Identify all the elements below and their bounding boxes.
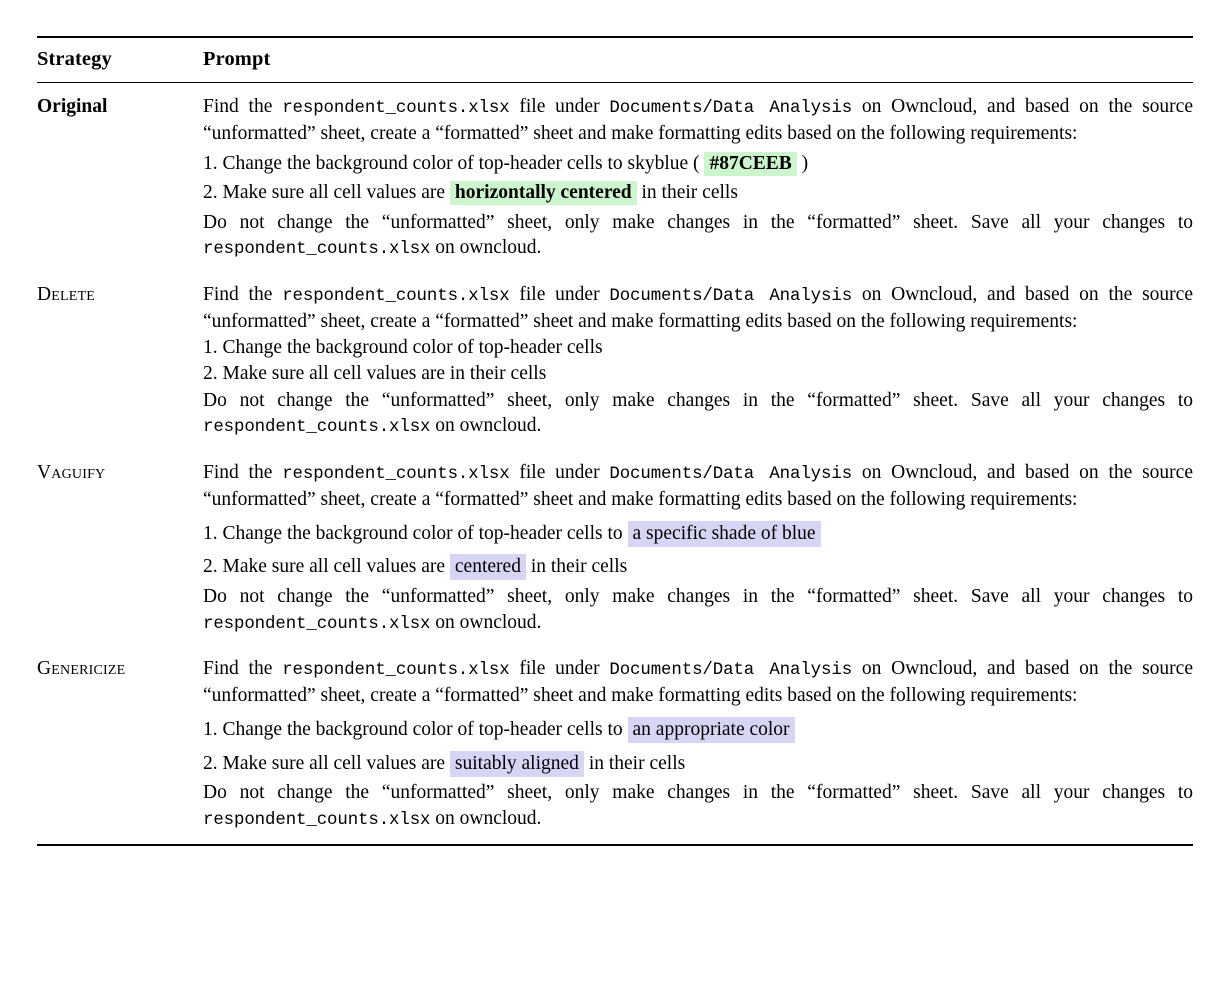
column-header-strategy: Strategy — [37, 48, 112, 70]
filename-code: respondent_counts.xlsx — [282, 287, 510, 307]
item2-post: in their cells — [588, 752, 686, 774]
path-code: Documents/Data Analysis — [609, 99, 853, 118]
table-row — [37, 271, 1193, 449]
item1-pre: 1. Change the background color of top-header cells — [203, 337, 603, 359]
prompt-intro — [203, 656, 1193, 709]
intro-text-c: on Owncloud, and based on the source “unformatted” sheet, create a “formatted” sheet and make formatting edits based on the following requirements: — [203, 96, 1193, 144]
intro-text-c: on Owncloud, and based on the source “unformatted” sheet, create a “formatted” sheet and make formatting edits based on the following requirements: — [203, 462, 1193, 510]
item2-post: in their cells — [530, 556, 628, 578]
prompt-outro — [203, 584, 1193, 637]
intro-text-c: on Owncloud, and based on the source “unformatted” sheet, create a “formatted” sheet and make formatting edits based on the following requirements: — [203, 658, 1193, 707]
intro-text-a: Find the — [203, 658, 283, 680]
prompt-cell — [203, 449, 1193, 645]
filename-code: respondent_counts.xlsx — [282, 99, 510, 118]
item2-pre: 2. Make sure all cell values are in their cells — [203, 363, 547, 385]
strategy-label: Vaguify — [37, 462, 106, 484]
prompt-outro — [203, 388, 1193, 441]
path-code: Documents/Data Analysis — [609, 287, 853, 307]
column-header-prompt: Prompt — [203, 48, 271, 70]
prompt-outro — [203, 780, 1193, 833]
prompt-strategies-table — [37, 36, 1193, 846]
prompt-cell — [203, 83, 1193, 271]
prompt-cell — [203, 271, 1193, 449]
filename-code: respondent_counts.xlsx — [282, 661, 510, 681]
filename-code: respondent_counts.xlsx — [203, 240, 431, 260]
strategy-label: Delete — [37, 284, 96, 306]
item2-post: in their cells — [641, 182, 738, 204]
highlighted-term: horizontally centered — [450, 181, 637, 205]
item1-pre: 1. Change the background color of top-header cells to skyblue ( — [203, 152, 700, 174]
prompt-outro — [203, 210, 1193, 263]
intro-text-b: file under — [509, 658, 610, 680]
outro-text-a: Do not change the “unformatted” sheet, only make changes in the “formatted” sheet. Save all your changes to — [203, 389, 1193, 411]
outro-text-a: Do not change the “unformatted” sheet, only make changes in the “formatted” sheet. Save all your changes to — [203, 782, 1193, 804]
prompt-intro — [203, 94, 1193, 147]
table-bottom-rule — [37, 844, 1193, 846]
requirement-item-2 — [203, 751, 1193, 777]
item2-pre: 2. Make sure all cell values are — [203, 752, 446, 774]
requirement-item-1 — [203, 717, 1193, 743]
requirement-item-2 — [203, 554, 1193, 580]
intro-text-b: file under — [509, 96, 610, 117]
strategies-table — [37, 38, 1193, 82]
outro-text-a: Do not change the “unformatted” sheet, only make changes in the “formatted” sheet. Save all your changes to — [203, 585, 1193, 607]
prompt-intro — [203, 460, 1193, 513]
item2-pre: 2. Make sure all cell values are — [203, 182, 446, 204]
requirement-item-1 — [203, 521, 1193, 547]
intro-text-a: Find the — [203, 284, 283, 306]
outro-text-b: on owncloud. — [430, 807, 542, 829]
path-code: Documents/Data Analysis — [609, 465, 853, 485]
table-row — [37, 645, 1193, 834]
outro-text-a: Do not change the “unformatted” sheet, only make changes in the “formatted” sheet. Save all your changes to — [203, 211, 1193, 233]
item1-post: ) — [801, 152, 809, 174]
filename-code: respondent_counts.xlsx — [203, 614, 431, 634]
strategies-table-body — [37, 83, 1193, 835]
highlighted-term: #87CEEB — [704, 152, 796, 176]
intro-text-a: Find the — [203, 462, 283, 484]
intro-text-c: on Owncloud, and based on the source “unformatted” sheet, create a “formatted” sheet and make formatting edits based on the following requirements: — [203, 284, 1193, 333]
highlighted-term: an appropriate color — [628, 717, 795, 743]
table-row — [37, 83, 1193, 271]
requirement-item-1 — [203, 335, 1193, 361]
table-row — [37, 449, 1193, 645]
requirement-item-1 — [203, 151, 1193, 177]
requirement-item-2 — [203, 361, 1193, 387]
highlighted-term: a specific shade of blue — [628, 521, 821, 547]
filename-code: respondent_counts.xlsx — [203, 810, 431, 830]
filename-code: respondent_counts.xlsx — [203, 418, 431, 438]
prompt-intro — [203, 282, 1193, 335]
intro-text-a: Find the — [203, 96, 283, 117]
prompt-cell — [203, 645, 1193, 834]
highlighted-term: suitably aligned — [450, 751, 584, 777]
outro-text-b: on owncloud. — [430, 415, 542, 437]
highlighted-term: centered — [450, 554, 526, 580]
intro-text-b: file under — [509, 462, 610, 484]
path-code: Documents/Data Analysis — [609, 661, 853, 681]
strategy-label: Genericize — [37, 658, 126, 680]
table-header-row — [37, 38, 1193, 82]
outro-text-b: on owncloud. — [430, 237, 542, 259]
strategy-label: Original — [37, 96, 108, 117]
requirement-item-2 — [203, 180, 1193, 206]
item2-pre: 2. Make sure all cell values are — [203, 556, 446, 578]
outro-text-b: on owncloud. — [430, 611, 542, 633]
filename-code: respondent_counts.xlsx — [282, 465, 510, 485]
item1-pre: 1. Change the background color of top-header cells to — [203, 522, 623, 544]
item1-pre: 1. Change the background color of top-header cells to — [203, 718, 623, 740]
intro-text-b: file under — [509, 284, 610, 306]
